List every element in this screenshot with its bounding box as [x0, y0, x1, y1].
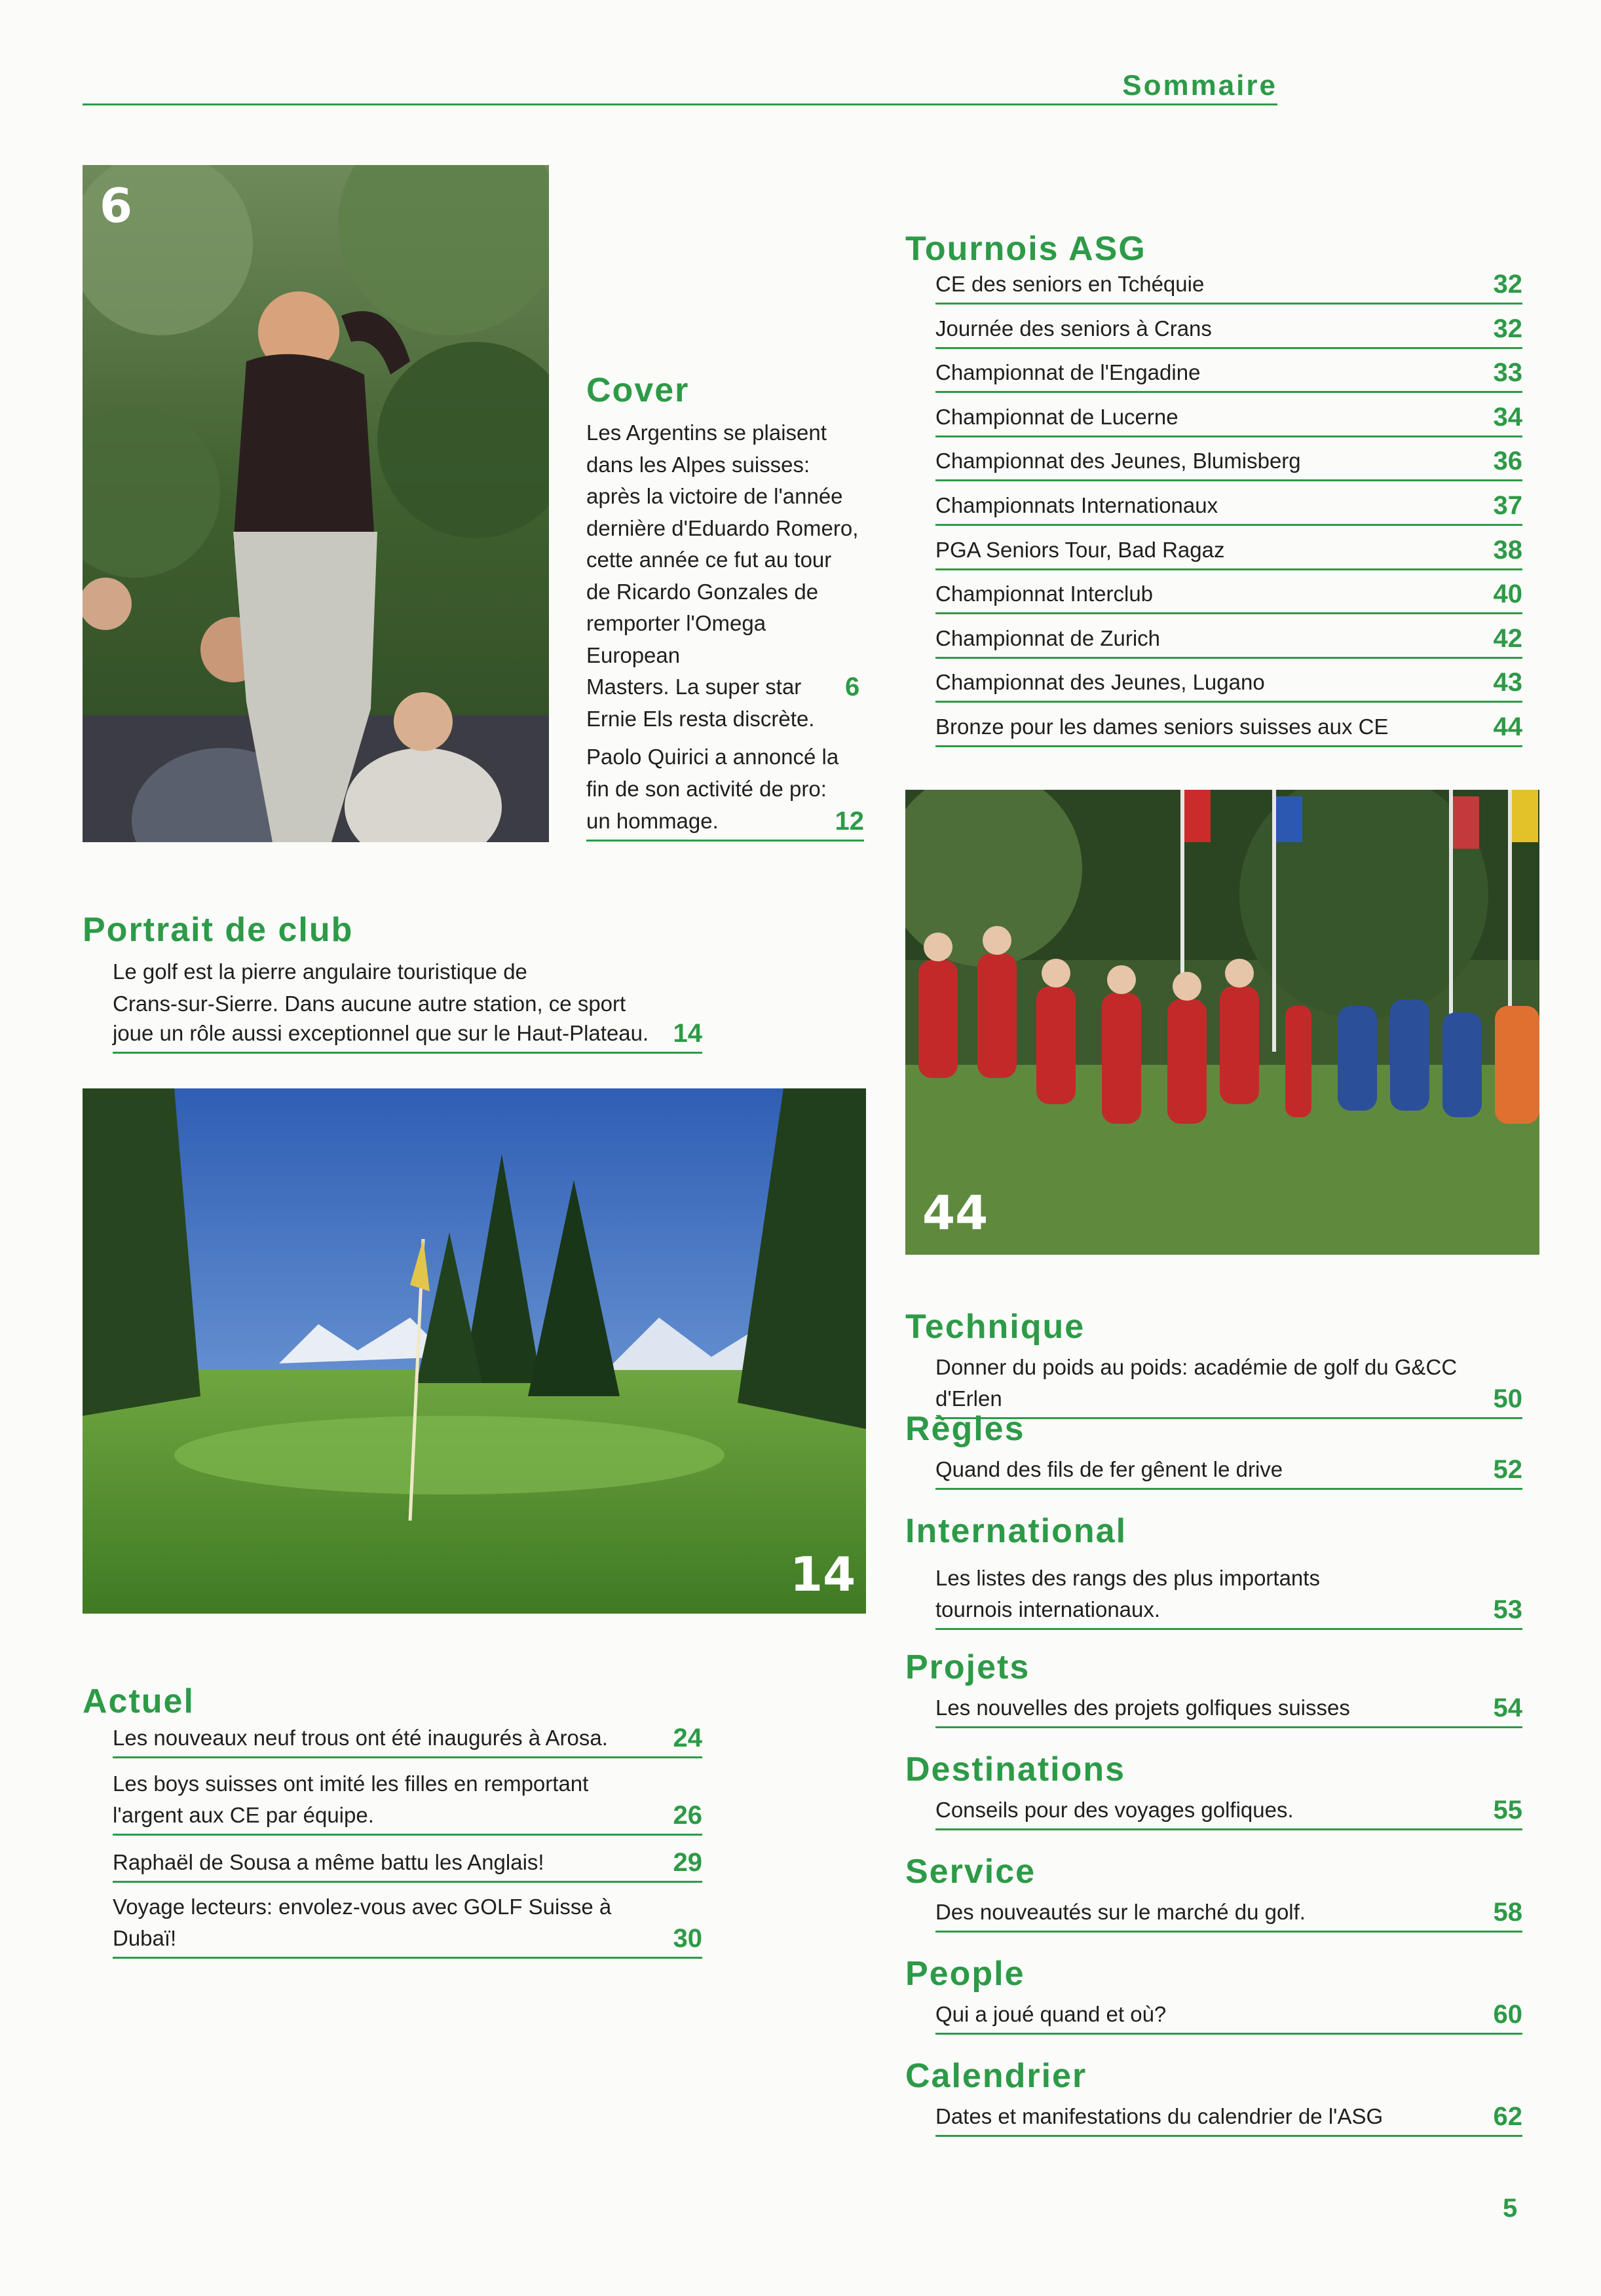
tournoi-entry[interactable]: Championnat de Zurich 42 — [935, 623, 1522, 659]
section-heading: Destinations — [905, 1750, 1126, 1788]
photo-number: 44 — [922, 1185, 989, 1240]
quirici-entry[interactable]: un hommage. 12 — [586, 805, 864, 842]
actuel-entry[interactable]: Les boys suisses ont imité les filles en remportant l'argent aux CE par équipe. 26 — [113, 1768, 702, 1836]
cover-description: Les Argentins se plaisent dans les Alpes suisses: après la victoire de l'année dernière d'Eduardo Romero, cette année ce fut au tour de Ricardo Gonzales de remporter l'Omega European Masters. La super star Ernie Els resta discrète. — [586, 420, 859, 731]
section-entry[interactable]: Les listes des rangs des plus importants tournois internationaux. 53 — [935, 1563, 1522, 1630]
section-entry[interactable]: Dates et manifestations du calendrier de l'ASG 62 — [935, 2101, 1522, 2137]
actuel-entry[interactable]: Les nouveaux neuf trous ont été inaugurés à Arosa. 24 — [113, 1722, 702, 1758]
section-heading: Technique — [905, 1308, 1085, 1346]
tournoi-entry[interactable]: Championnat des Jeunes, Lugano 43 — [935, 667, 1522, 703]
ladies-team-photo — [905, 790, 1539, 1255]
quirici-description: Paolo Quirici a annoncé la fin de son activité de pro: — [586, 745, 839, 801]
tournoi-entry[interactable]: Championnat Interclub 40 — [935, 578, 1522, 614]
section-entry[interactable]: Des nouveautés sur le marché du golf. 58 — [935, 1897, 1522, 1933]
portrait-heading: Portrait de club — [83, 911, 354, 949]
footer-page-number: 5 — [1503, 2194, 1518, 2223]
page-title: Sommaire — [1122, 69, 1277, 102]
section-entry[interactable]: Donner du poids au poids: académie de golf du G&CC d'Erlen 50 — [935, 1352, 1522, 1419]
section-heading: People — [905, 1955, 1025, 1993]
tournoi-entry[interactable]: PGA Seniors Tour, Bad Ragaz 38 — [935, 534, 1522, 570]
portrait-description: Le golf est la pierre angulaire touristique de Crans-sur-Sierre. Dans aucune autre station, ce sport — [113, 959, 626, 1016]
tournoi-entry[interactable]: Championnats Internationaux 37 — [935, 490, 1522, 526]
tournoi-entry[interactable]: Championnat de l'Engadine 33 — [935, 357, 1522, 393]
actuel-entry[interactable]: Voyage lecteurs: envolez-vous avec GOLF Suisse à Dubaï! 30 — [113, 1891, 702, 1959]
section-entry[interactable]: Conseils pour des voyages golfiques. 55 — [935, 1794, 1522, 1830]
photo-number: 6 — [100, 178, 133, 233]
tournoi-entry[interactable]: Bronze pour les dames seniors suisses aux CE 44 — [935, 711, 1522, 747]
portrait-entry[interactable]: joue un rôle aussi exceptionnel que sur le Haut-Plateau. 14 — [113, 1018, 702, 1054]
tournoi-entry[interactable]: Journée des seniors à Crans 32 — [935, 313, 1522, 349]
section-entry[interactable]: Les nouvelles des projets golfiques suisses 54 — [935, 1692, 1522, 1728]
section-heading: International — [905, 1512, 1127, 1550]
tournoi-entry[interactable]: Championnat de Lucerne 34 — [935, 401, 1522, 437]
actuel-heading: Actuel — [83, 1682, 195, 1720]
tournois-heading: Tournois ASG — [905, 230, 1146, 268]
cover-heading: Cover — [586, 371, 690, 409]
section-heading: Règles — [905, 1410, 1025, 1448]
actuel-entry[interactable]: Raphaël de Sousa a même battu les Anglais! 29 — [113, 1847, 702, 1883]
golf-course-photo — [83, 1088, 866, 1614]
tournoi-entry[interactable]: Championnat des Jeunes, Blumisberg 36 — [935, 445, 1522, 481]
section-heading: Calendrier — [905, 2057, 1087, 2095]
cover-page-number[interactable]: 6 — [845, 673, 860, 701]
golfer-photo — [83, 165, 549, 842]
section-heading: Service — [905, 1853, 1036, 1891]
header-rule — [83, 103, 1277, 105]
section-entry[interactable]: Qui a joué quand et où? 60 — [935, 1999, 1522, 2035]
section-entry[interactable]: Quand des fils de fer gênent le drive 52 — [935, 1454, 1522, 1490]
section-heading: Projets — [905, 1648, 1030, 1686]
tournoi-entry[interactable]: CE des seniors en Tchéquie 32 — [935, 268, 1522, 305]
photo-number: 14 — [790, 1547, 856, 1602]
